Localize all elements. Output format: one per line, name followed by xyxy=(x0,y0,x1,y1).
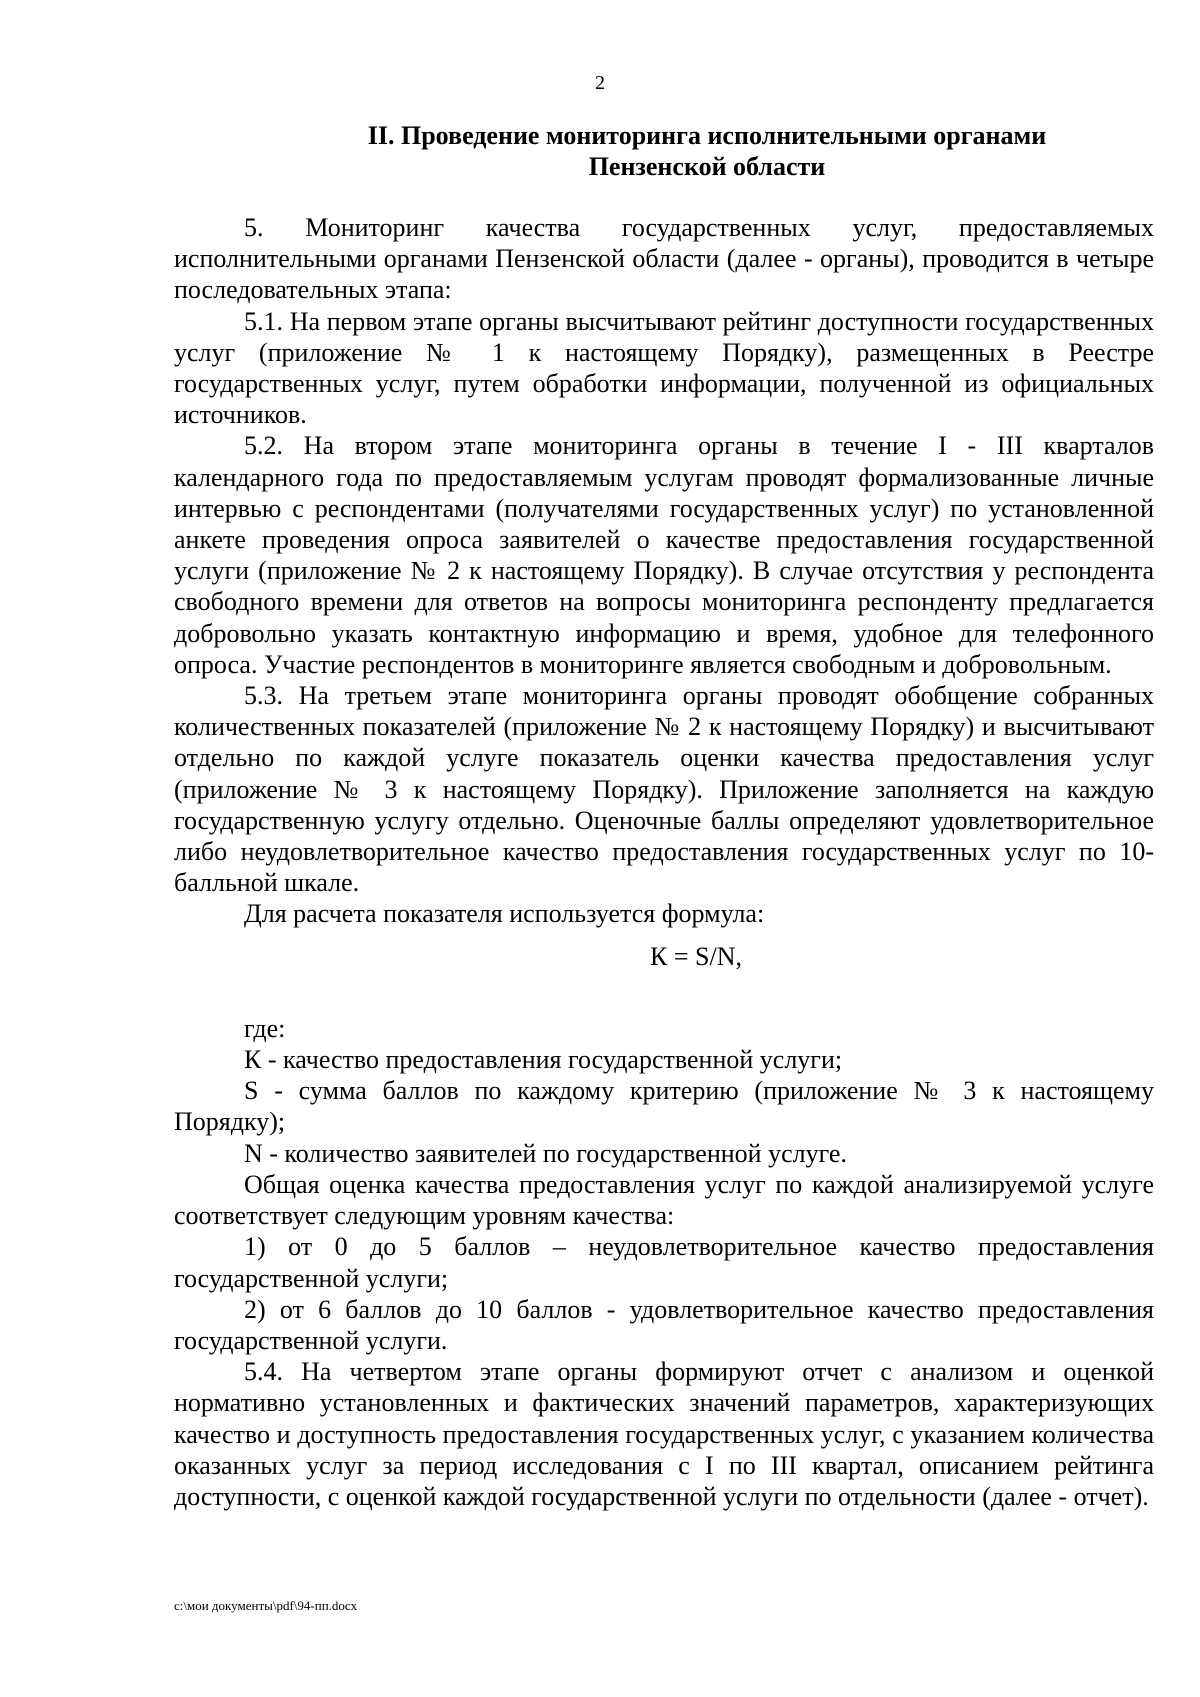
where-label: где: xyxy=(244,1013,286,1043)
document-body xyxy=(174,212,1154,1512)
definition-n: N - количество заявителей по государственной услуге. xyxy=(244,1138,847,1168)
definition-k: К - качество предоставления государственной услуги; xyxy=(244,1045,843,1075)
formula-intro: Для расчета показателя используется формула: xyxy=(244,899,765,929)
section-title-line-2: Пензенской области xyxy=(588,152,826,181)
footer-file-path: c:\мои документы\pdf\94-пп.docx xyxy=(174,1598,358,1613)
section-title-line-1: II. Проведение мониторинга исполнительными органами xyxy=(367,121,1047,150)
quality-level-2: 2) от 6 баллов до 10 баллов - удовлетворительное качество предоставления государственной услуги. xyxy=(174,1294,1154,1355)
page-number: 2 xyxy=(595,72,605,94)
paragraph-5-1: 5.1. На первом этапе органы высчитывают рейтинг доступности государственных услуг (приложение № 1 к настоящему Порядку), размещенных в Реестре государственных услуг, путем обработки информации, полученной из официальных источников. xyxy=(174,306,1154,430)
definition-s: S - сумма баллов по каждому критерию (приложение № 3 к настоящему Порядку); xyxy=(174,1076,1154,1137)
quality-level-1: 1) от 0 до 5 баллов – неудовлетворительное качество предоставления государственной услуги; xyxy=(174,1232,1154,1293)
paragraph-5-2: 5.2. На втором этапе мониторинга органы в течение I - III кварталов календарного года по предоставляемым услугам проводят формализованные личные интервью с респондентами (получателями государственных услуг) по установленной анкете проведения опроса заявителей о качестве предоставления государственной услуги (приложение № 2 к настоящему Порядку). В случае отсутствия у респондента свободного времени для ответов на вопросы мониторинга респонденту предлагается добровольно указать контактную информацию и время, удобное для телефонного опроса. Участие респондентов в мониторинге является свободным и добровольным. xyxy=(174,431,1154,679)
paragraph-5-4: 5.4. На четвертом этапе органы формируют отчет с анализом и оценкой нормативно установленных и фактических значений параметров, характеризующих качество и доступность предоставления государственных услуг, с указанием количества оказанных услуг за период исследования с I по III квартал, описанием рейтинга доступности, с оценкой каждой государственной услуги по отдельности (далее - отчет). xyxy=(174,1357,1154,1511)
paragraph-5: 5. Мониторинг качества государственных услуг, предоставляемых исполнительными органами Пензенской области (далее - органы), проводится в четыре последовательных этапа: xyxy=(174,213,1154,305)
paragraph-5-3: 5.3. На третьем этапе мониторинга органы проводят обобщение собранных количественных показателей (приложение № 2 к настоящему Порядку) и высчитывают отдельно по каждой услуге показатель оценки качества предоставления услуг (приложение № 3 к настоящему Порядку). Приложение заполняется на каждую государственную услугу отдельно. Оценочные баллы определяют удовлетворительное либо неудовлетворительное качество предоставления государственных услуг по 10-балльной шкале. xyxy=(174,681,1154,898)
section-title xyxy=(174,120,1200,182)
overall-assessment: Общая оценка качества предоставления услуг по каждой анализируемой услуге соответствует следующим уровням качества: xyxy=(174,1169,1154,1231)
formula: К = S/N, xyxy=(650,941,742,971)
